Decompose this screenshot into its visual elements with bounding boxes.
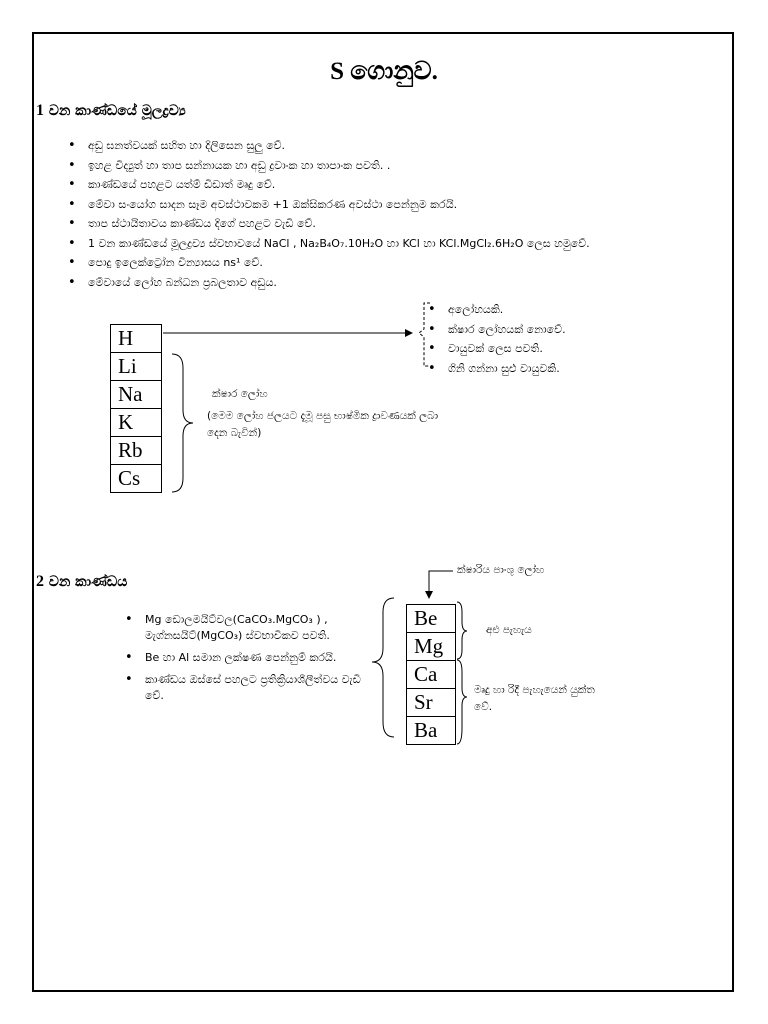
alkali-label: ක්ෂාර ලෝහ (212, 388, 268, 400)
element-cell: Be (406, 604, 456, 633)
hydrogen-notes-list (424, 300, 566, 378)
element-cell: Mg (406, 632, 456, 661)
alkaline-earth-label: ක්ෂාරිය පාංශු ලෝහ (457, 564, 545, 576)
alkali-note: (මෙම ලෝහ ජලයට දැමූ පසු භාෂ්මික ද්‍රාවණයක් ලබා දෙන බැවින්) (207, 410, 439, 439)
group2-arrow-line (429, 571, 453, 592)
list-item: • Be හා Al සමාන ලක්ෂණ පෙන්නුම් කරයි. (121, 650, 380, 666)
element-cell: H (110, 324, 162, 353)
alkali-brace (172, 354, 193, 492)
group1-heading-text: වන කාණ්ඩයේ මූලද්‍රව්‍ය (44, 103, 186, 119)
be-mg-label: අළු පැහැය (486, 624, 532, 636)
arrow-head-icon (405, 329, 413, 337)
group2-heading (36, 573, 127, 591)
list-item: • අලෝහයකි. (424, 300, 566, 320)
element-cell: Ba (406, 716, 456, 745)
list-item: • පොදු ඉලෙක්ට්‍රෝන වින්‍යාසය ns¹ වේ. (64, 253, 590, 273)
group2-heading-text: වන කාණ්ඩය (44, 574, 128, 590)
list-item: • මේවායේ ලෝහ බන්ධන ප්‍රබලතාව අඩුය. (64, 273, 590, 293)
list-item: • ඉහළ විද්‍යුත් හා තාප සන්නායක හා අඩු ද්‍රවාංක හා තාපාංක පවති. . (64, 156, 590, 176)
be-mg-brace (457, 602, 467, 659)
list-item: • තාප ස්ථායිතාවය කාණ්ඩය දිගේ පහළට වැඩි වේ. (64, 214, 590, 234)
element-cell: Li (110, 352, 162, 381)
group2-arrow-head-icon (425, 591, 433, 599)
group2-bullet-list (121, 612, 380, 710)
element-cell: Na (110, 380, 162, 409)
element-cell: Rb (110, 436, 162, 465)
element-cell: Cs (110, 464, 162, 493)
element-cell: Ca (406, 660, 456, 689)
list-item: • මේවා සංයෝග සාදන සෑම අවස්ථාවකම +1 ඔක්සිකරණ අවස්ථා පෙන්නුම කරයි. (64, 195, 590, 215)
list-item: • 1 වන කාණ්ඩයේ මූලද්‍රව්‍ය ස්වභාවයේ NaCl , Na₂B₄O₇.10H₂O හා KCl හා KCl.MgCl₂.6H₂O ලෙස හමුවේ. (64, 234, 590, 254)
list-item: • Mg ඩොලමයිට්වල(CaCO₃.MgCO₃ ) , මැග්නසයිට්(MgCO₃) ස්වභාවිකව පවති. (121, 612, 380, 644)
ca-sr-ba-label: මෘදු හා රිදී පැහැයෙන් යුක්ත වේ. (474, 684, 595, 713)
group2-heading-num: 2 (36, 573, 44, 590)
ca-sr-ba-brace (457, 660, 467, 744)
group1-heading-num: 1 (36, 102, 44, 119)
list-item: • ක්ෂාර ලෝහයක් නොවේ. (424, 320, 566, 340)
element-cell: K (110, 408, 162, 437)
list-item: • අඩු ඝනත්වයක් සහිත හා දිලිසෙන සුලු වේ. (64, 136, 590, 156)
page-title: S ගොනුව. (330, 58, 438, 85)
list-item: • කාණ්ඩයේ පහළට යත්ම් ඩිඩාත් මෘදු වේ. (64, 175, 590, 195)
list-item: • ගිනි ගන්නා සුළු වායුවකි. (424, 359, 566, 379)
element-cell: Sr (406, 688, 456, 717)
list-item: • කාණ්ඩය ඔස්සේ පහලට ප්‍රතික්‍රියාශීලීත්වය වැඩි වේ. (121, 672, 380, 704)
list-item: • වායුවක් ලෙස පවති. (424, 339, 566, 359)
